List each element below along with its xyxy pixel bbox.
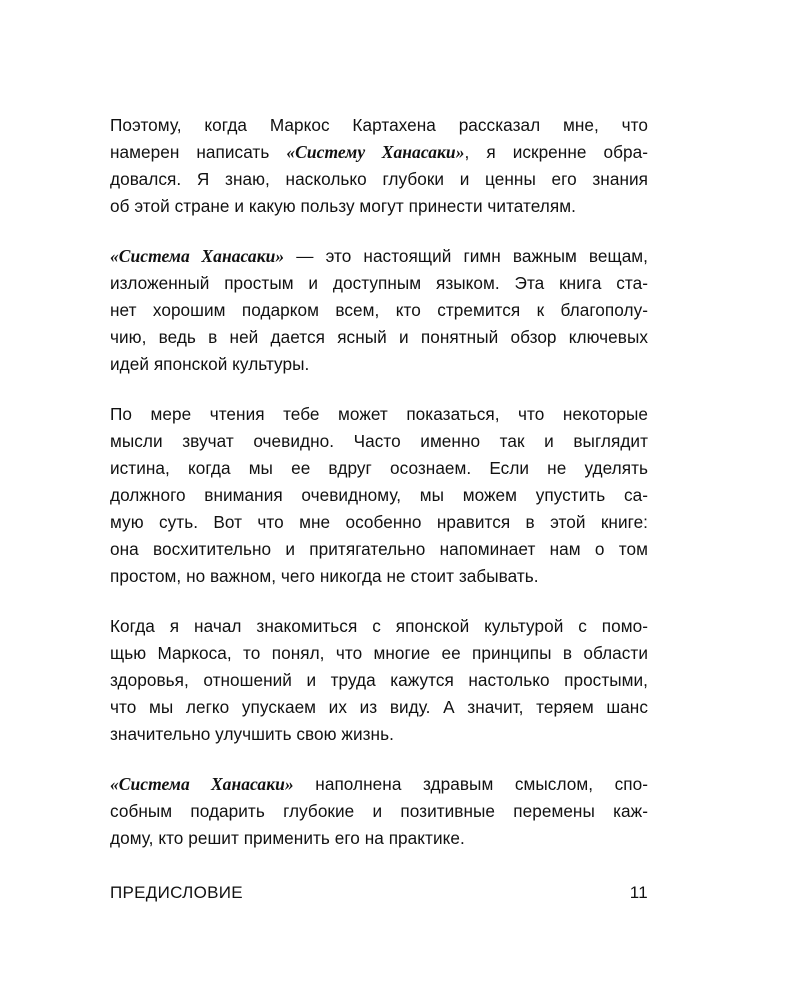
page-footer (110, 881, 648, 905)
book-title: «Систему Ханасаки» (286, 142, 465, 162)
text-line: об этой стране и какую пользу могут принести читателям. (110, 196, 576, 216)
page-number: 11 (629, 883, 648, 902)
text-line: Когда я начал знакомиться с японской культурой с помо- (110, 616, 648, 636)
text-line: Поэтому, когда Маркос Картахена рассказал мне, что (110, 115, 648, 135)
text-line: «Система Ханасаки» — это настоящий гимн важным вещам, (110, 246, 648, 266)
text-line: что мы легко упускаем их из виду. А значит, теряем шанс (110, 697, 648, 717)
body-text (110, 112, 648, 875)
paragraph-3 (110, 401, 648, 590)
text-line: «Система Ханасаки» наполнена здравым смыслом, спо- (110, 774, 648, 794)
paragraph-2 (110, 243, 648, 378)
text-line: собным подарить глубокие и позитивные перемены каж- (110, 801, 648, 821)
text-line: намерен написать «Систему Ханасаки», я искренне обра- (110, 142, 648, 162)
text-line: чию, ведь в ней дается ясный и понятный обзор ключевых (110, 327, 648, 347)
text-line: здоровья, отношений и труда кажутся настолько простыми, (110, 670, 648, 690)
book-title: «Система Ханасаки» (110, 246, 285, 266)
text-line: мысли звучат очевидно. Часто именно так и выглядит (110, 431, 648, 451)
text-line: дому, кто решит применить его на практике. (110, 828, 465, 848)
paragraph-5 (110, 771, 648, 852)
book-title: «Система Ханасаки» (110, 774, 294, 794)
paragraph-1 (110, 112, 648, 220)
text-line: она восхитительно и притягательно напоминает нам о том (110, 539, 648, 559)
text-line: довался. Я знаю, насколько глубоки и ценны его знания (110, 169, 648, 189)
text-line: нет хорошим подарком всем, кто стремится к благополу- (110, 300, 648, 320)
text-line: изложенный простым и доступным языком. Эта книга ста- (110, 273, 648, 293)
paragraph-4 (110, 613, 648, 748)
text-line: идей японской культуры. (110, 354, 310, 374)
text-line: простом, но важном, чего никогда не стоит забывать. (110, 566, 539, 586)
text-line: По мере чтения тебе может показаться, что некоторые (110, 404, 648, 424)
text-line: значительно улучшить свою жизнь. (110, 724, 394, 744)
text-line: щью Маркоса, то понял, что многие ее принципы в области (110, 643, 648, 663)
text-line: мую суть. Вот что мне особенно нравится в этой книге: (110, 512, 648, 532)
text-line: истина, когда мы ее вдруг осознаем. Если не уделять (110, 458, 648, 478)
text-line: должного внимания очевидному, мы можем упустить са- (110, 485, 648, 505)
running-header-section-title: ПРЕДИСЛОВИЕ (110, 883, 243, 902)
